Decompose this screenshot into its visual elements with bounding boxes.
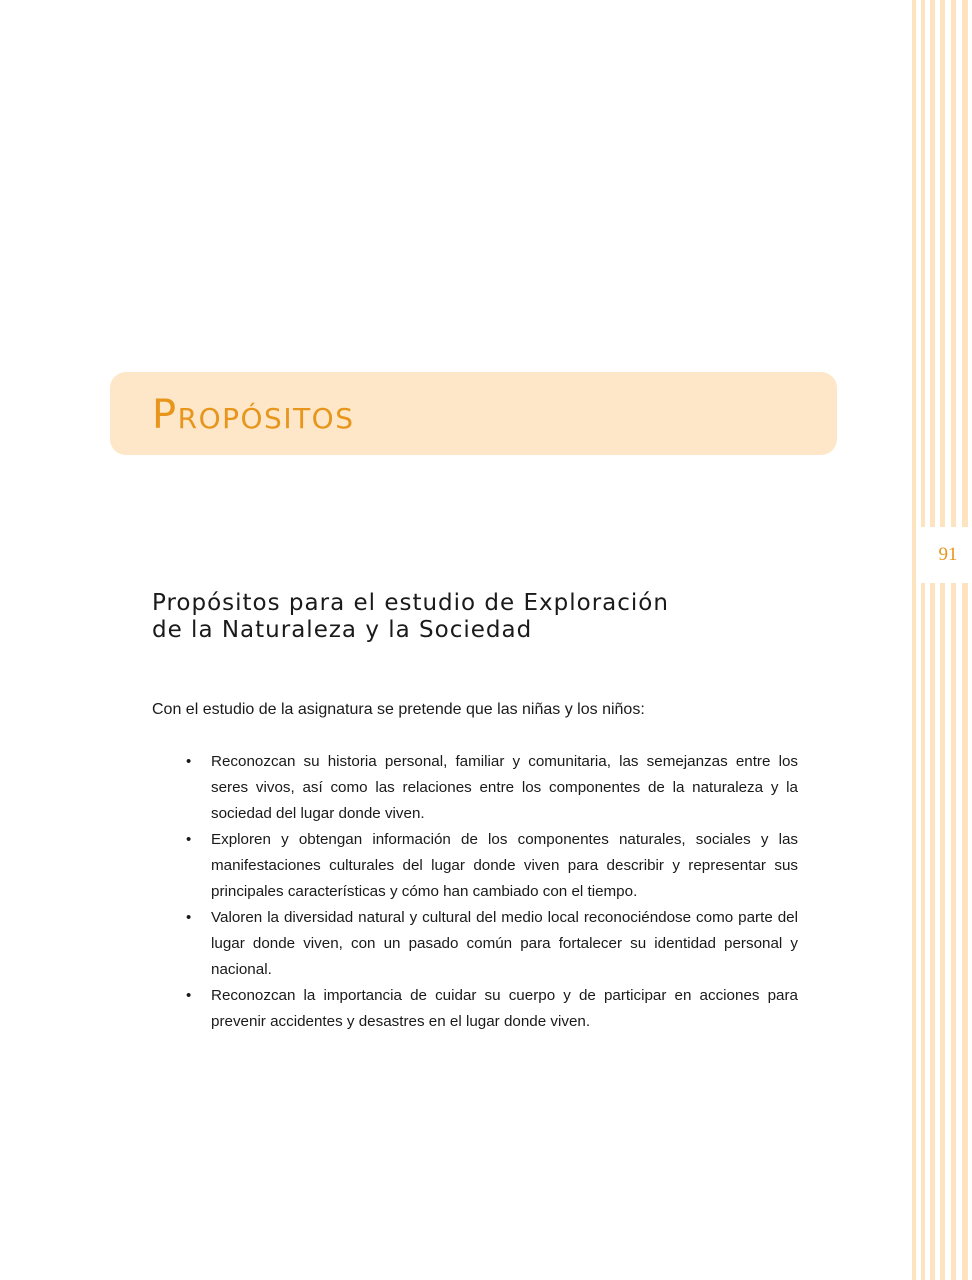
section-banner bbox=[110, 372, 837, 455]
list-item-text: Reconozcan su historia personal, familiar y comunitaria, las semejanzas entre los seres vivos, así como las relaciones entre los componentes de la naturaleza y la sociedad del lugar donde viven. bbox=[211, 753, 798, 822]
intro-paragraph: Con el estudio de la asignatura se pretende que las niñas y los niños: bbox=[152, 701, 645, 718]
list-item bbox=[152, 827, 798, 905]
banner-title-initial: P bbox=[152, 392, 178, 438]
bullet-icon: • bbox=[186, 753, 192, 770]
section-heading bbox=[152, 590, 712, 644]
list-item bbox=[152, 983, 798, 1035]
banner-title bbox=[152, 392, 355, 438]
page-number-box bbox=[916, 527, 972, 583]
list-item-text: Valoren la diversidad natural y cultural del medio local reconociéndose como parte del lugar donde viven, con un pasado común para fortalecer su identidad personal y nacional. bbox=[211, 909, 798, 978]
decorative-stripes bbox=[912, 0, 972, 1280]
list-item-text: Exploren y obtengan información de los componentes naturales, sociales y las manifestaciones culturales del lugar donde viven para describir y representar sus principales características y cómo han cambiado con el tiempo. bbox=[211, 831, 798, 900]
bullet-icon: • bbox=[186, 909, 192, 926]
bullet-icon: • bbox=[186, 831, 192, 848]
section-heading-line1: Propósitos para el estudio de Exploración bbox=[152, 590, 669, 616]
section-heading-line2: de la Naturaleza y la Sociedad bbox=[152, 617, 533, 643]
list-item-text: Reconozcan la importancia de cuidar su cuerpo y de participar en acciones para prevenir accidentes y desastres en el lugar donde viven. bbox=[211, 987, 798, 1030]
banner-title-rest: ROPÓSITOS bbox=[177, 402, 355, 435]
page-number: 91 bbox=[938, 544, 958, 565]
bullet-icon: • bbox=[186, 987, 192, 1004]
list-item bbox=[152, 905, 798, 983]
list-item bbox=[152, 749, 798, 827]
purposes-list bbox=[152, 749, 798, 1035]
